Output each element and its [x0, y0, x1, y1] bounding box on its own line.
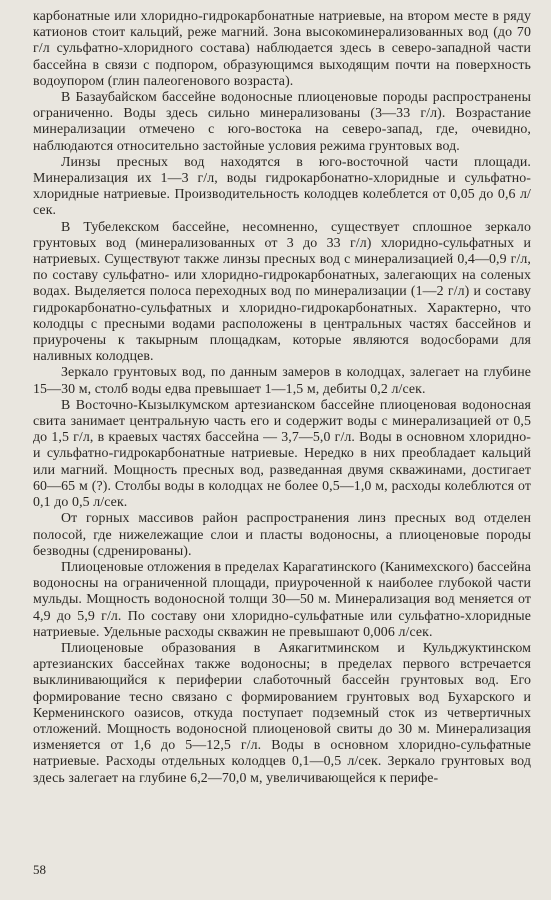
paragraph: карбонатные или хлоридно-гидрокарбонатные натриевые, на втором месте в ряду катионов стоит кальций, реже магний. Зона высокоминерализованных вод (до 70 г/л сульфатно-хлоридного состава) наблюдается здесь в северо-западной части бассейна в связи с подпором, образующимся выходящим почти на поверхность водоупором (глин палеогенового возраста). [33, 9, 531, 89]
paragraph: Линзы пресных вод находятся в юго-восточной части площади. Минерализация их 1—3 г/л, воды гидрокарбонатно-хлоридные и сульфатно-хлоридные натриевые. Производительность колодцев колеблется от 0,05 до 0,6 л/сек. [33, 154, 531, 219]
paragraph: Зеркало грунтовых вод, по данным замеров в колодцах, залегает на глубине 15—30 м, столб воды едва превышает 1—1,5 м, дебиты 0,2 л/сек. [33, 365, 531, 397]
page-number: 58 [33, 862, 46, 877]
paragraph: В Тубелекском бассейне, несомненно, существует сплошное зеркало грунтовых вод (минерализованных от 3 до 33 г/л) хлоридно-сульфатных и натриевых. Существуют также линзы пресных вод с минерализацией 0,4—0,9 г/л, по составу сульфатно- или хлоридно-гидрокарбонатных, залегающих на соленых водах. Выделяется полоса переходных вод по минерализации (1—2 г/л) и составу гидрокарбонатно-сульфатных и хлоридно-гидрокарбонатных. Характерно, что колодцы с пресными водами расположены в центральных частях бассейнов и приурочены к такырным площадкам, которые являются водосборами для наливных колодцев. [33, 219, 531, 365]
paragraph: В Восточно-Кызылкумском артезианском бассейне плиоценовая водоносная свита занимает центральную часть его и содержит воды с минерализацией от 0,5 до 1,5 г/л, в краевых частях бассейна — 3,7—5,0 г/л. Воды в основном хлоридно- и сульфатно-гидрокарбонатные натриевые. Нередко в них преобладает кальций или магний. Мощность пресных вод, разведанная двумя скважинами, достигает 60—65 м (?). Столбы воды в колодцах не более 0,5—1,0 м, расходы колеблются от 0,1 до 0,5 л/сек. [33, 397, 531, 511]
paragraph: В Базаубайском бассейне водоносные плиоценовые породы распространены ограниченно. Воды здесь сильно минерализованы (3—33 г/л). Возрастание минерализации отмечено с юго-востока на северо-запад, где, очевидно, наблюдаются относительно застойные условия режима грунтовых вод. [33, 90, 531, 154]
paragraph: Плиоценовые отложения в пределах Карагатинского (Канимехского) бассейна водоносны на ограниченной площади, приуроченной к наиболее глубокой части мульды. Мощность водоносной толщи 30—50 м. Минерализация вод меняется от 4,9 до 5,9 г/л. По составу они хлоридно-сульфатные или сульфатно-хлоридные натриевые. Удельные расходы скважин не превышают 0,006 л/сек. [33, 559, 531, 640]
paragraph: Плиоценовые образования в Аякагитминском и Кульджуктинском артезианских бассейнах также водоносны; в пределах первого встречается выклинивающийся к периферии слаботочный бассейн грунтовых вод. Его формирование тесно связано с формированием грунтовых вод Бухарского и Керменинского оазисов, откуда поступает подземный сток из четвертичных отложений. Мощность водоносной плиоценовой свиты до 30 м. Минерализация изменяется от 1,6 до 5—12,5 г/л. Воды в основном хлоридно-сульфатные натриевые. Расходы отдельных колодцев 0,1—0,5 л/сек. Зеркало грунтовых вод здесь залегает на глубине 6,2—70,0 м, увеличивающейся к перифе- [33, 640, 531, 786]
paragraph: От горных массивов район распространения линз пресных вод отделен полосой, где нижележащие слои и пласты водоносны, а плиоценовые породы безводны (сдренированы). [33, 511, 531, 559]
